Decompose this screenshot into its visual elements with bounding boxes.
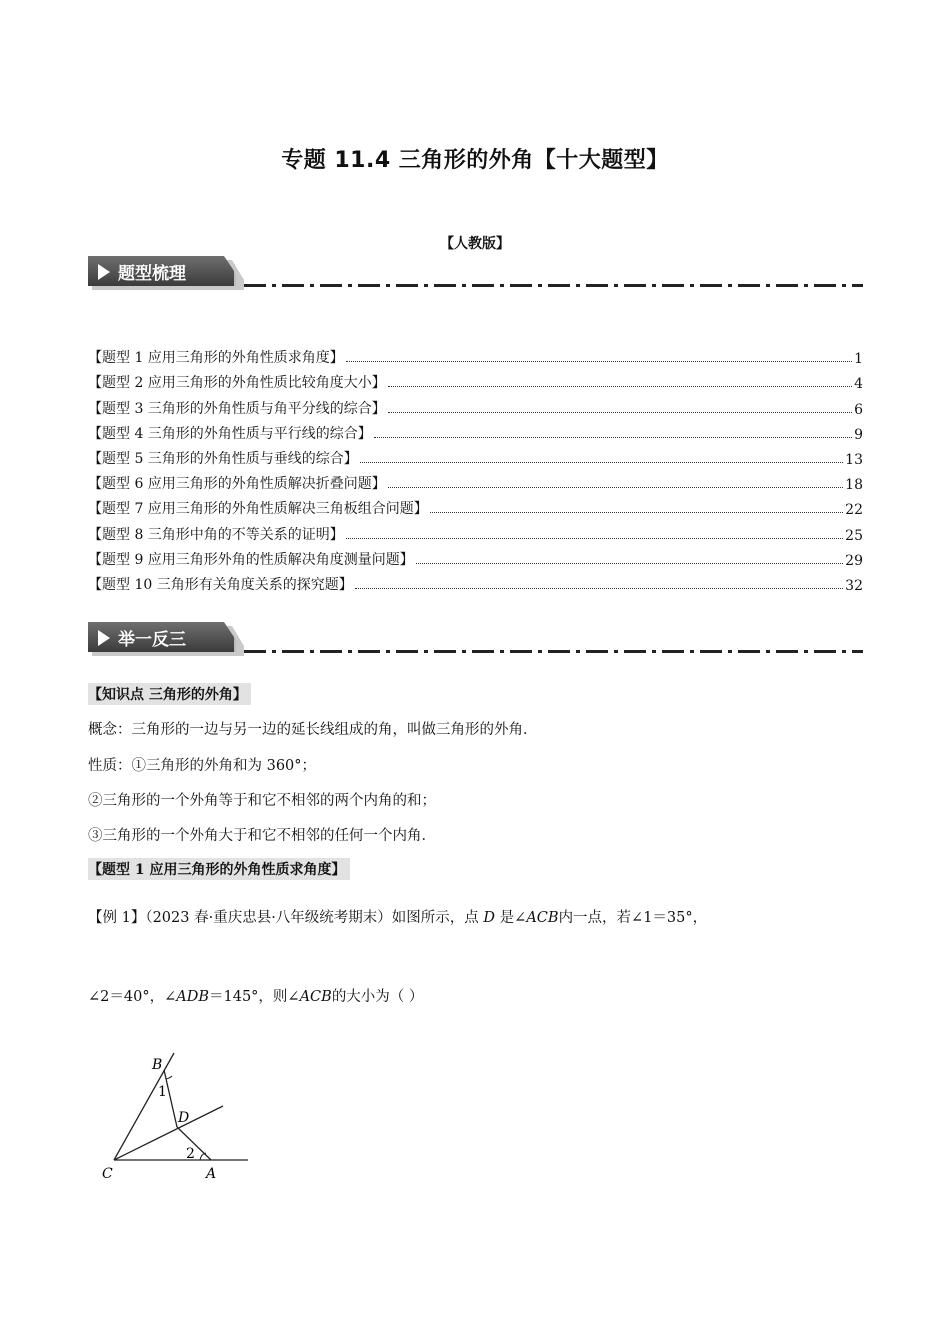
toc-leader-dots <box>346 538 843 539</box>
edition-label: 【人教版】 <box>440 236 510 252</box>
toc-entry-page: 13 <box>845 451 863 468</box>
toc-leader-dots <box>374 437 852 438</box>
toc-entry-label: 【题型 8 三角形中角的不等关系的证明】 <box>88 526 344 543</box>
toc-entry-page: 9 <box>854 426 863 443</box>
example-line-2: ∠2＝40°，∠ADB＝145°，则∠ACB的大小为（ ） <box>88 989 424 1005</box>
toc-leader-dots <box>388 487 843 488</box>
page-title: 专题 11.4 三角形的外角【十大题型】 <box>281 148 669 173</box>
dash-dot-rule <box>244 284 863 287</box>
label-angle-1: 1 <box>158 1084 167 1100</box>
toc-entry[interactable] <box>88 418 863 443</box>
line-cd <box>114 1106 223 1160</box>
dash-dot-rule <box>244 650 863 653</box>
toc-entry-page: 18 <box>845 477 863 494</box>
toc-entry-page: 22 <box>845 502 863 519</box>
toc-leader-dots <box>430 512 843 513</box>
section-title-examples: 举一反三 <box>118 630 186 650</box>
toc-leader-dots <box>346 361 852 362</box>
toc-leader-dots <box>388 386 852 387</box>
toc-entry-label: 【题型 9 应用三角形外角的性质解决角度测量问题】 <box>88 551 414 568</box>
example-line-1: 【例 1】（2023 春·重庆忠县·八年级统考期末）如图所示，点 D 是∠ACB内一点，若∠1＝35°， <box>88 910 708 926</box>
label-a: A <box>206 1166 217 1182</box>
table-of-contents <box>88 342 863 594</box>
toc-entry[interactable] <box>88 367 863 392</box>
toc-entry-label: 【题型 7 应用三角形的外角性质解决三角板组合问题】 <box>88 501 428 518</box>
toc-entry-page: 25 <box>845 527 863 544</box>
toc-entry[interactable] <box>88 493 863 518</box>
toc-entry[interactable] <box>88 392 863 417</box>
label-c: C <box>102 1166 113 1182</box>
toc-entry-label: 【题型 3 三角形的外角性质与角平分线的综合】 <box>88 400 386 417</box>
toc-leader-dots <box>388 412 852 413</box>
toc-entry[interactable] <box>88 342 863 367</box>
section-banner-examples <box>88 622 863 658</box>
toc-entry-page: 32 <box>845 577 863 594</box>
question-type-heading: 【题型 1 应用三角形的外角性质求角度】 <box>88 858 350 880</box>
toc-leader-dots <box>355 588 843 589</box>
label-b: B <box>152 1057 163 1073</box>
property-2: ②三角形的一个外角等于和它不相邻的两个内角的和； <box>88 793 436 809</box>
toc-entry[interactable] <box>88 443 863 468</box>
toc-entry[interactable] <box>88 518 863 543</box>
label-angle-2: 2 <box>186 1146 195 1162</box>
label-d: D <box>178 1110 190 1126</box>
section-title-overview: 题型梳理 <box>118 264 186 284</box>
toc-leader-dots <box>360 462 843 463</box>
property-3: ③三角形的一个外角大于和它不相邻的任何一个内角． <box>88 828 436 844</box>
toc-entry-label: 【题型 1 应用三角形的外角性质求角度】 <box>88 350 344 367</box>
toc-entry[interactable] <box>88 468 863 493</box>
play-icon <box>98 630 110 646</box>
toc-entry-label: 【题型 4 三角形的外角性质与平行线的综合】 <box>88 425 372 442</box>
toc-entry-page: 29 <box>845 552 863 569</box>
property-1: 性质：①三角形的外角和为 360°； <box>88 758 317 774</box>
toc-leader-dots <box>416 563 843 564</box>
toc-entry-page: 6 <box>854 401 863 418</box>
toc-entry-label: 【题型 5 三角形的外角性质与垂线的综合】 <box>88 450 358 467</box>
knowledge-heading: 【知识点 三角形的外角】 <box>88 683 251 705</box>
toc-entry[interactable] <box>88 544 863 569</box>
geometry-figure <box>96 1050 256 1185</box>
toc-entry-label: 【题型 6 应用三角形的外角性质解决折叠问题】 <box>88 476 386 493</box>
concept-text: 概念：三角形的一边与另一边的延长线组成的角，叫做三角形的外角． <box>88 722 538 738</box>
play-icon <box>98 264 110 280</box>
toc-entry-page: 1 <box>854 351 863 368</box>
toc-entry-label: 【题型 2 应用三角形的外角性质比较角度大小】 <box>88 375 386 392</box>
toc-entry-page: 4 <box>854 376 863 393</box>
toc-entry-label: 【题型 10 三角形有关角度关系的探究题】 <box>88 576 353 593</box>
line-cb <box>114 1053 174 1160</box>
toc-entry[interactable] <box>88 569 863 594</box>
section-banner-overview <box>88 256 863 292</box>
